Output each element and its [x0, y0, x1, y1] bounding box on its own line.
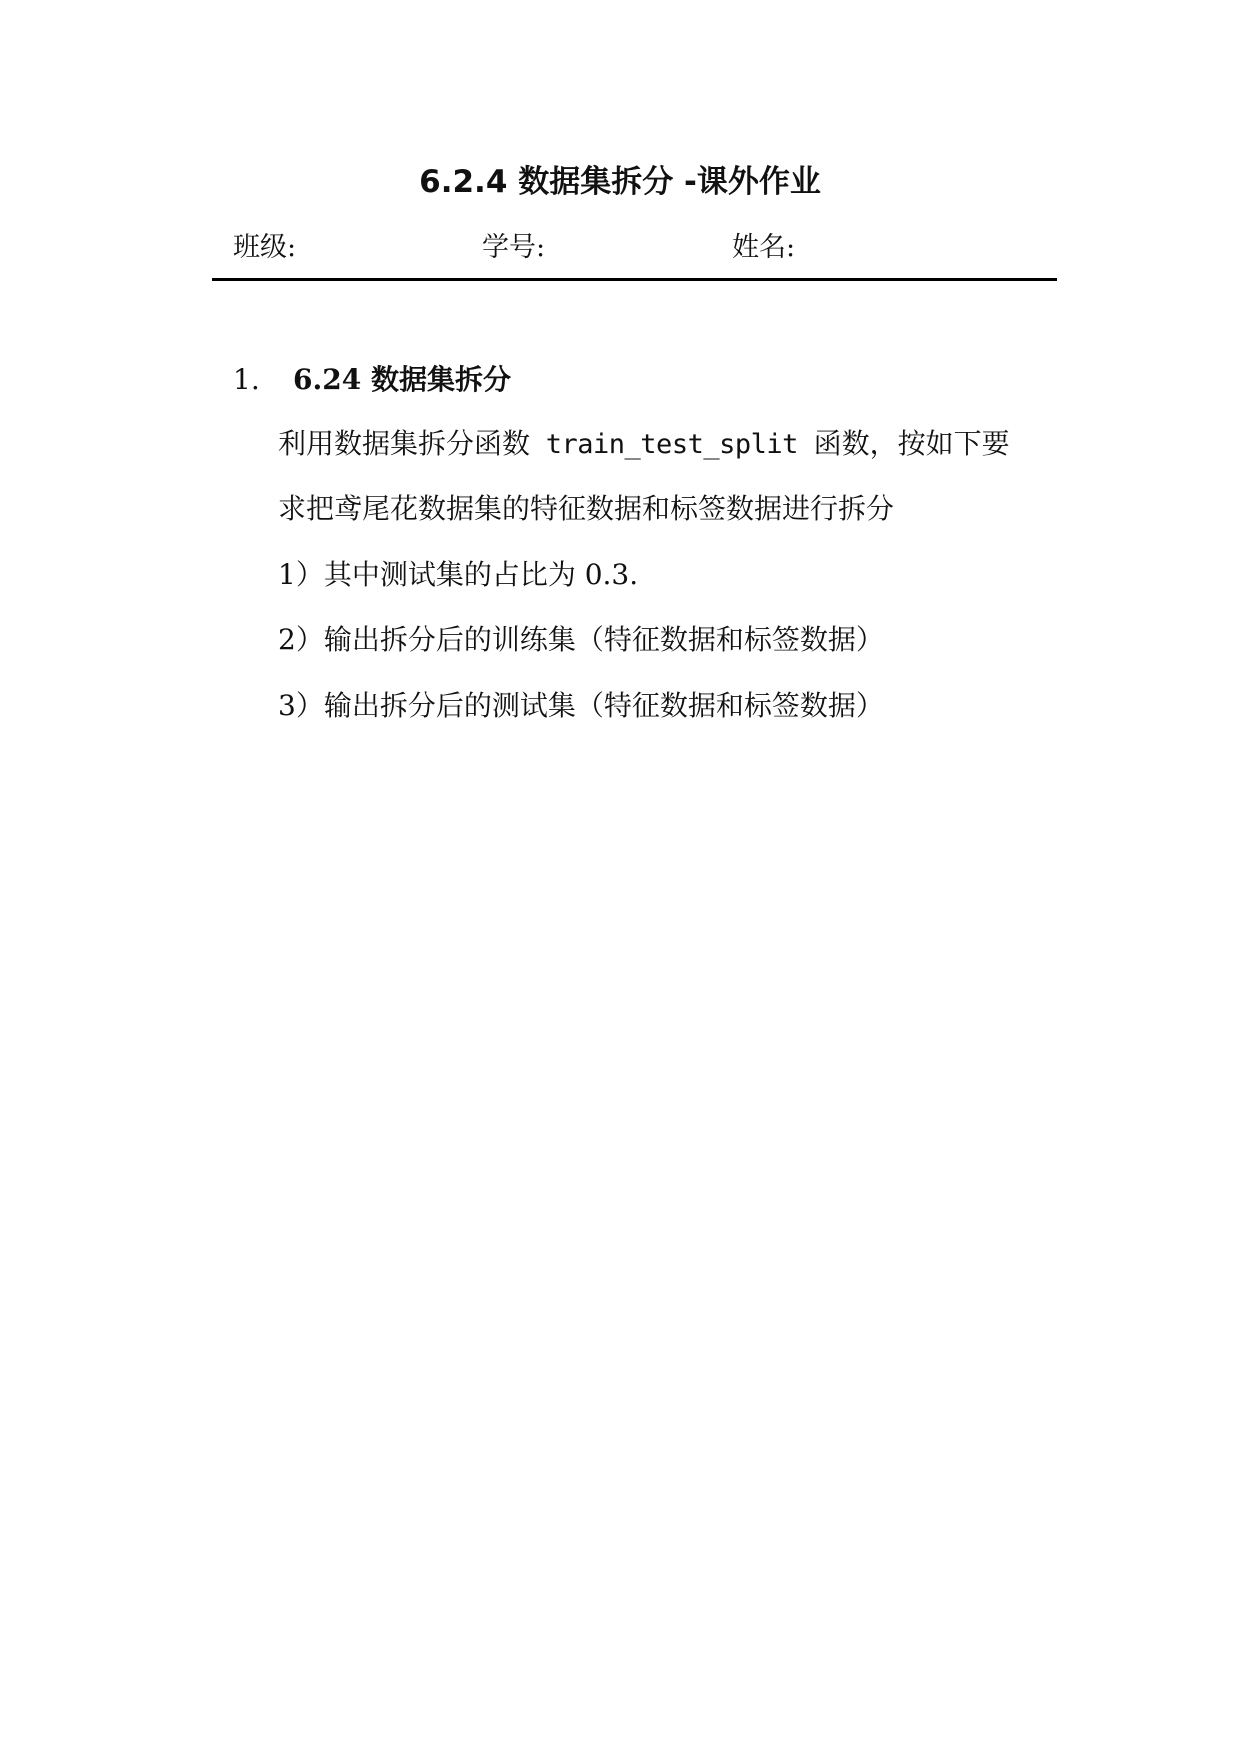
question-text-suffix: 函数，按如下要: [813, 427, 1010, 460]
question-number: 1.: [233, 363, 260, 396]
student-info-row: [0, 228, 1240, 268]
header-divider: [212, 278, 1057, 281]
function-name-code: train_test_split: [530, 429, 814, 460]
question-title: 6.24 数据集拆分: [293, 363, 511, 396]
question-heading: [233, 360, 511, 400]
class-label: 班级:: [233, 232, 297, 263]
question-text-prefix: 利用数据集拆分函数: [278, 427, 531, 460]
student-name-label: 姓名:: [732, 232, 796, 263]
page-title: 6.2.4 数据集拆分 -课外作业: [419, 164, 821, 200]
student-id-label: 学号:: [482, 232, 546, 263]
question-text-line-2: 求把鸢尾花数据集的特征数据和标签数据进行拆分: [278, 492, 895, 525]
requirement-item: 3）输出拆分后的测试集（特征数据和标签数据）: [278, 689, 884, 722]
requirement-item: 1）其中测试集的占比为 0.3.: [278, 558, 639, 591]
question-text-line-1: [278, 424, 1010, 465]
requirement-item: 2）输出拆分后的训练集（特征数据和标签数据）: [278, 623, 884, 656]
